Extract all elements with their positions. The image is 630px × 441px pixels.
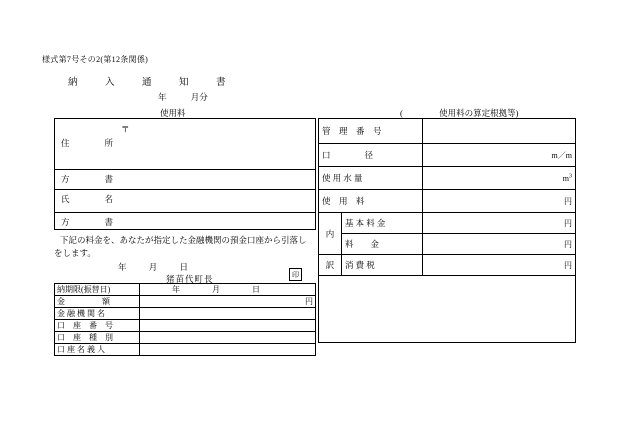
postal-mark-icon: 〒 — [121, 124, 130, 134]
fee-label-row: 料 金 — [342, 234, 423, 255]
account-holder-value — [140, 344, 316, 356]
water-usage-value — [423, 167, 576, 190]
divider-3 — [55, 212, 315, 213]
basis-label-text: 使用料の算定根拠等) — [439, 108, 519, 118]
deadline-year: 年 — [172, 285, 180, 294]
deadline-month: 月 — [212, 285, 220, 294]
issuer-name: 猪苗代町長 — [166, 274, 214, 284]
table-row — [55, 332, 316, 344]
account-number-value — [140, 320, 316, 332]
amount-unit: 円 — [305, 297, 313, 306]
kata-label-1-text: 方 書 — [61, 174, 120, 184]
basis-notes-area — [319, 276, 576, 343]
issue-date-day: 日 — [179, 262, 189, 272]
payment-table — [54, 283, 316, 356]
water-usage-label: 使 用 水 量 — [319, 167, 423, 190]
payment-deadline-label: 納期限(振替日) — [55, 284, 140, 296]
diameter-label: 口 径 — [319, 144, 423, 167]
breakdown-label-2: 訳 — [319, 255, 342, 276]
issue-date-line — [118, 261, 188, 273]
account-type-value — [140, 332, 316, 344]
kata-label-2-text: 方 書 — [61, 217, 120, 227]
seal-icon: 印 — [289, 268, 302, 281]
issue-date-year: 年 — [118, 262, 127, 272]
table-row — [319, 213, 576, 234]
name-label — [55, 193, 315, 205]
consumption-tax-label: 消 費 税 — [342, 255, 423, 276]
amount-value — [140, 296, 316, 308]
kata-label-1 — [55, 173, 315, 185]
note-line-2: をします。 — [54, 248, 96, 258]
payment-deadline-value — [140, 284, 316, 296]
table-row — [55, 320, 316, 332]
breakdown-label-1: 内 — [319, 213, 342, 255]
account-type-label: 口 座 種 別 — [55, 332, 140, 344]
name-label-text: 氏 名 — [61, 194, 120, 204]
table-row — [55, 296, 316, 308]
basic-fee-label: 基 本 料 金 — [342, 213, 423, 234]
bank-name-label: 金 融 機 関 名 — [55, 308, 140, 320]
table-row — [319, 119, 576, 144]
account-number-label: 口 座 番 号 — [55, 320, 140, 332]
table-row — [319, 276, 576, 343]
fee-label: 使用料 — [160, 108, 186, 118]
address-label — [55, 137, 315, 149]
basis-table — [318, 118, 576, 343]
usage-fee-value: 円 — [423, 190, 576, 213]
form-code-text: 様式第7号その2(第12条関係) — [42, 55, 149, 64]
document-title: 納 入 通 知 書 — [68, 78, 235, 88]
table-row — [55, 308, 316, 320]
table-row — [319, 234, 576, 255]
period-line — [158, 91, 208, 103]
table-row — [55, 284, 316, 296]
address-box — [54, 118, 316, 230]
management-number-label: 管 理 番 号 — [319, 119, 423, 144]
bank-name-value — [140, 308, 316, 320]
period-year-label: 年 — [158, 92, 167, 102]
account-holder-label: 口 座 名 義 人 — [55, 344, 140, 356]
usage-fee-label: 使 用 料 — [319, 190, 423, 213]
kata-label-2 — [55, 216, 315, 228]
basic-fee-value: 円 — [423, 213, 576, 234]
basis-paren-open: ( — [400, 108, 403, 118]
issue-date-month: 月 — [148, 262, 158, 272]
table-row — [319, 190, 576, 213]
amount-label: 金 額 — [55, 296, 140, 308]
table-row — [319, 255, 576, 276]
period-month-label: 月分 — [190, 92, 208, 102]
address-label-text: 住 所 — [61, 138, 120, 148]
diameter-value: m／m — [423, 144, 576, 167]
table-row — [319, 167, 576, 190]
deadline-day: 日 — [252, 285, 260, 294]
divider-1 — [55, 169, 315, 170]
note-line-1: 下記の料金を、あなたが指定した金融機関の預金口座から引落し — [60, 235, 307, 245]
table-row — [319, 144, 576, 167]
fee-value-row: 円 — [423, 234, 576, 255]
consumption-tax-value: 円 — [423, 255, 576, 276]
water-usage-unit: $m^3$ — [562, 173, 572, 183]
divider-2 — [55, 189, 315, 190]
management-number-value — [423, 119, 576, 144]
table-row — [55, 344, 316, 356]
